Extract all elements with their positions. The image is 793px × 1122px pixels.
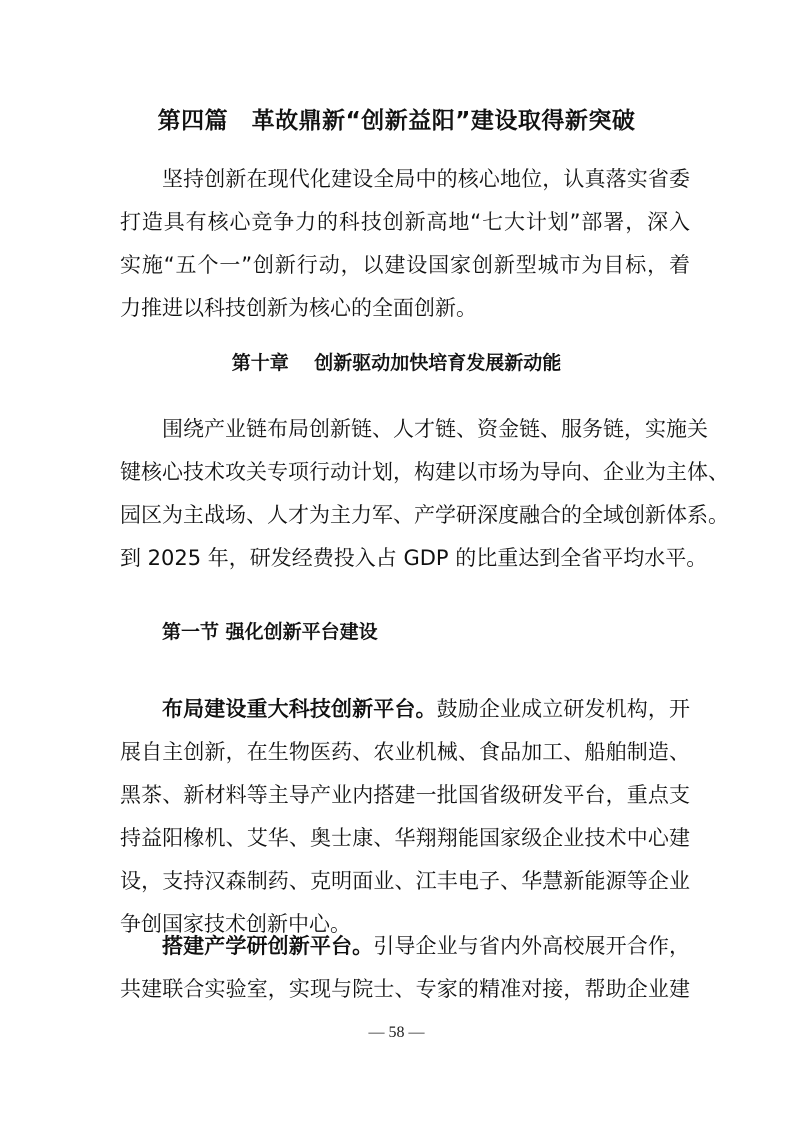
platform-paragraph xyxy=(120,688,690,946)
part-title: 第四篇 革故鼎新“创新益阳”建设取得新突破 xyxy=(157,108,636,134)
industry-research-paragraph xyxy=(120,925,690,1011)
paragraph-line: 持益阳橡机、艾华、奥士康、华翔翔能国家级企业技术中心建 xyxy=(120,826,690,850)
paragraph-line: 争创国家技术创新中心。 xyxy=(120,912,351,936)
paragraph-line: 打造具有核心竞争力的科技创新高地“七大计划”部署，深入 xyxy=(120,210,690,234)
paragraph-line: 园区为主战场、人才为主力军、产学研深度融合的全域创新体系。 xyxy=(120,503,729,527)
paragraph-line xyxy=(120,688,690,731)
paragraph-lead: 搭建产学研创新平台。 xyxy=(162,934,374,958)
paragraph-line: 实施“五个一”创新行动，以建设国家创新型城市为目标，着 xyxy=(120,253,690,277)
paragraph-line xyxy=(120,925,690,968)
paragraph-line: 坚持创新在现代化建设全局中的核心地位，认真落实省委 xyxy=(162,167,690,191)
paragraph-lead: 布局建设重大科技创新平台。 xyxy=(162,697,437,721)
paragraph-line: 设，支持汉森制药、克明面业、江丰电子、华慧新能源等企业 xyxy=(120,869,690,893)
chapter-intro-paragraph xyxy=(120,408,729,580)
paragraph-line: 黑茶、新材料等主导产业内搭建一批国省级研发平台，重点支 xyxy=(120,783,690,807)
paragraph-text: 引导企业与省内外高校展开合作， xyxy=(373,934,690,958)
paragraph-line: 展自主创新，在生物医药、农业机械、食品加工、船舶制造、 xyxy=(120,740,690,764)
paragraph-line: 共建联合实验室，实现与院士、专家的精准对接，帮助企业建 xyxy=(120,977,690,1001)
paragraph-line: 围绕产业链布局创新链、人才链、资金链、服务链，实施关 xyxy=(162,417,708,441)
paragraph-text: 鼓励企业成立研发机构，开 xyxy=(436,697,690,721)
page-number: — 58 — xyxy=(368,1024,425,1041)
chapter-title: 第十章 创新驱动加快培育发展新动能 xyxy=(231,352,562,374)
paragraph-line: 力推进以科技创新为核心的全面创新。 xyxy=(120,296,477,320)
paragraph-line: 到 2025 年，研发经费投入占 GDP 的比重达到全省平均水平。 xyxy=(120,546,708,570)
paragraph-line: 键核心技术攻关专项行动计划，构建以市场为导向、企业为主体、 xyxy=(120,460,729,484)
section-title: 第一节 强化创新平台建设 xyxy=(162,621,378,643)
intro-paragraph xyxy=(120,158,690,330)
